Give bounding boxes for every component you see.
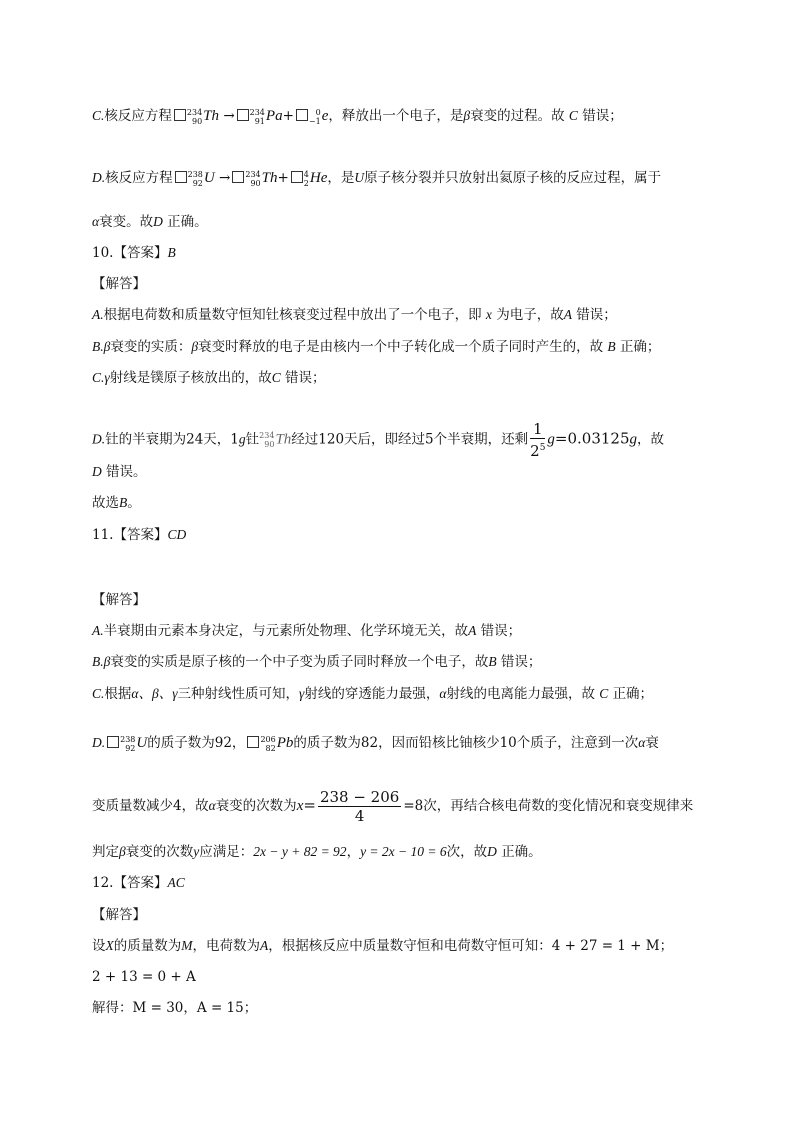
q11-line-a [92,621,521,641]
charge-number: 91 [254,116,265,126]
variable: M [181,938,193,953]
item-label: C. [92,108,105,123]
mass-number: 0 [315,107,321,117]
nuclide [187,108,202,126]
item-label: A. [92,307,104,322]
text: 正确； [612,686,654,702]
text: 错误； [285,370,326,386]
text: 钍 [245,431,260,448]
greek: α [208,798,216,813]
text: ，是 [327,170,355,186]
variable: A [260,938,269,953]
text: 经过120天后，即经过5个半衰期，还剩 [291,431,529,448]
text: 的质子数为92， [147,735,246,751]
section-heading: 【解答】 [92,592,146,608]
q12-jieda [92,905,146,925]
answer-value: B [167,245,176,260]
text: 的质量数为 [113,938,182,954]
greek: α、β、γ [131,686,178,701]
text: 次，故 [446,844,488,860]
answer-title: 10.【答案】 [92,245,168,261]
text: 衰变的实质是原子核的一个中子变为质子同时释放一个电子，故 [110,654,489,670]
text: 正确； [619,339,661,355]
charge-number: 82 [265,743,276,753]
variable: X [105,938,114,953]
unit: g [238,431,246,447]
variable: x [485,307,492,322]
equation: M = 30 [132,1000,184,1016]
q10-line-b [92,337,660,357]
text: 衰变的过程。故 [470,108,565,124]
nuclide [245,170,260,188]
greek: α [439,686,447,701]
exponent: 5 [539,443,546,453]
answer-value: AC [167,875,185,890]
equals: = [303,796,316,814]
denominator [530,439,545,460]
charge-number: −1 [308,116,321,126]
numerator: 238 − 206 [319,788,400,806]
element-symbol: Th [261,170,278,186]
text: 的质子数为82，因而铅核比铀核少10个质子，注意到一次 [293,735,639,751]
text: 射线的穿透能力最强， [304,686,440,702]
text: ， [183,1000,197,1016]
placeholder-box [291,171,303,183]
greek: β [463,108,471,123]
text: 根据 [104,686,132,702]
text: 正确。 [501,844,542,860]
text: ，故 [637,431,665,448]
placeholder-box [175,171,187,183]
text: 核反应方程 [105,170,173,186]
mass-number: 234 [186,107,203,117]
q12-answer [92,873,185,893]
q10-line-d-cont [92,462,147,482]
fraction [530,420,545,460]
option-label: C [599,686,609,701]
charge-number: 90 [191,116,203,126]
equation: A = 15 [196,1000,244,1016]
unit: g [547,431,555,448]
greek: β [191,339,199,354]
element-symbol: e [321,108,329,124]
item-label: C. [92,370,105,385]
q11-line-b [92,652,541,672]
element-symbol: Pb [276,735,294,751]
q11-line-c [92,684,653,704]
nuclide [260,735,275,753]
plus: + [282,108,294,124]
q10-line-a [92,305,617,325]
text: 原子核分裂并只放射出氦原子核的反应过程，属于 [364,170,662,186]
nuclide [120,735,135,753]
mass-number: 4 [303,169,309,179]
line-d-cont [92,212,208,232]
text: 错误； [576,307,617,323]
option-label: C [271,370,281,385]
text: 衰变的实质： [110,339,192,355]
q10-answer [92,243,176,263]
q11-answer [92,525,186,545]
q11-jieda [92,590,146,610]
q11-line-e [92,788,693,825]
greek: α [92,214,100,229]
text: ，根据核反应中质量数守恒和电荷数守恒可知： [268,938,552,954]
q10-select [92,493,141,513]
item-label: B. [92,339,104,354]
mass-number: 234 [245,169,261,179]
q10-line-c [92,368,326,388]
answer-title: 11.【答案】 [92,527,168,543]
q12-line-b [92,967,196,987]
mass-number: 234 [259,431,275,440]
text: 应满足： [199,844,254,860]
nuclide [304,170,309,188]
numerator: 1 [530,420,545,439]
option-label: A [468,623,477,638]
text: ； [659,938,674,954]
greek: β [119,844,126,859]
section-heading: 【解答】 [92,276,146,292]
text: 射线是镤原子核放出的，故 [109,370,272,386]
text: 射线的电离能力最强，故 [446,686,595,702]
greek: γ [299,686,305,701]
element-symbol: U [203,170,215,186]
item-label: A. [92,623,104,638]
option-label: A [563,307,572,322]
equation: 2x − y + 82 = 92 [253,844,347,859]
equation: 2 + 13 = 0 + A [92,969,196,985]
element-symbol: U [136,735,148,751]
option-label: B [488,654,497,669]
text: 错误； [582,108,623,124]
q11-line-d [92,733,659,753]
text: 衰变时释放的电子是由核内一个中子转化成一个质子同时产生的，故 [198,339,604,355]
placeholder-box [232,171,244,183]
text: ， [346,844,361,860]
charge-number: 92 [192,178,203,188]
nuclide [259,431,274,449]
option-label: D [153,214,163,229]
text: 为电子，故 [496,307,564,323]
text: 钍的半衰期为24天，1 [105,431,239,448]
item-label: D. [92,735,106,750]
line-d [92,168,661,188]
text: 解得： [92,1000,133,1016]
charge-number: 2 [303,178,309,188]
q10-line-d [92,420,664,460]
mass-number: 234 [249,107,265,117]
q11-line-f [92,842,542,862]
text: 衰 [645,735,659,751]
item-label: C. [92,686,105,701]
text: 。 [127,495,141,511]
base: 2 [530,442,540,460]
text: 衰变。故 [99,214,154,230]
fraction [318,788,401,825]
q12-line-a [92,936,673,956]
equation: y = 2x − 10 = 6 [360,844,447,859]
option-label: D [487,844,497,859]
greek: β [103,654,111,669]
charge-number: 92 [125,743,136,753]
plus: + [277,170,289,186]
nuclide [188,170,203,188]
item-label: D. [92,170,106,185]
text: 半衰期由元素本身决定，与元素所处物理、化学环境无关，故 [103,623,469,639]
text: 根据电荷数和质量数守恒知钍核衰变过程中放出了一个电子，即 [103,307,482,323]
q10-jieda [92,274,146,294]
option-label: B [607,339,616,354]
mass-number: 238 [120,734,136,744]
text: 正确。 [167,214,208,230]
variable: y [193,844,200,859]
line-c [92,106,623,126]
text: 变质量数减少4，故 [92,798,209,814]
text: ，再结合核电荷数的变化情况和衰变规律来 [436,798,694,814]
element-symbol: He [309,170,328,186]
greek: α [638,735,646,750]
item-label: B. [92,654,104,669]
text: 设 [92,938,106,954]
greek: γ [104,370,110,385]
mass-number: 238 [187,169,203,179]
option-label: C [568,108,578,123]
element-symbol: Pa [265,108,283,124]
text: 判定 [92,844,119,860]
text: 错误； [480,623,522,639]
item-label: D. [92,431,106,447]
charge-number: 90 [264,440,275,449]
nuclide [250,108,265,126]
text: ，释放出一个电子，是 [328,108,464,124]
text: 核反应方程 [104,108,172,124]
answer-value: CD [167,527,187,542]
equation: =0.03125 [554,429,630,448]
placeholder-box [174,109,186,121]
text: ，电荷数为 [192,938,260,954]
option-label: D [92,464,102,479]
placeholder-box [107,736,119,748]
charge-number: 90 [250,178,261,188]
result: =8次 [403,798,437,814]
option-label: B [119,495,128,510]
placeholder-box [296,109,308,121]
placeholder-box [237,109,249,121]
text: 错误。 [106,464,147,480]
element-symbol: Th [203,108,220,124]
text: 三种射线性质可知， [177,686,300,702]
element-symbol: Th [275,431,292,448]
text: 衰变的次数 [125,844,194,860]
equation: 4 + 27 = 1 + M [551,938,660,954]
denominator: 4 [354,807,365,825]
text: 衰变的次数为 [215,798,297,814]
greek: β [103,339,111,354]
text: 故选 [92,495,119,511]
arrow: → [223,108,235,124]
mass-number: 206 [260,734,276,744]
unit: g [629,431,638,448]
nuclide [309,108,321,126]
section-heading: 【解答】 [92,907,146,923]
text: ； [243,1000,258,1016]
q12-line-c [92,998,257,1018]
symbol: U [354,170,365,185]
text: 错误； [500,654,542,670]
arrow: → [219,170,231,186]
variable: x [296,798,304,814]
answer-title: 12.【答案】 [92,875,168,891]
placeholder-box [247,736,259,748]
